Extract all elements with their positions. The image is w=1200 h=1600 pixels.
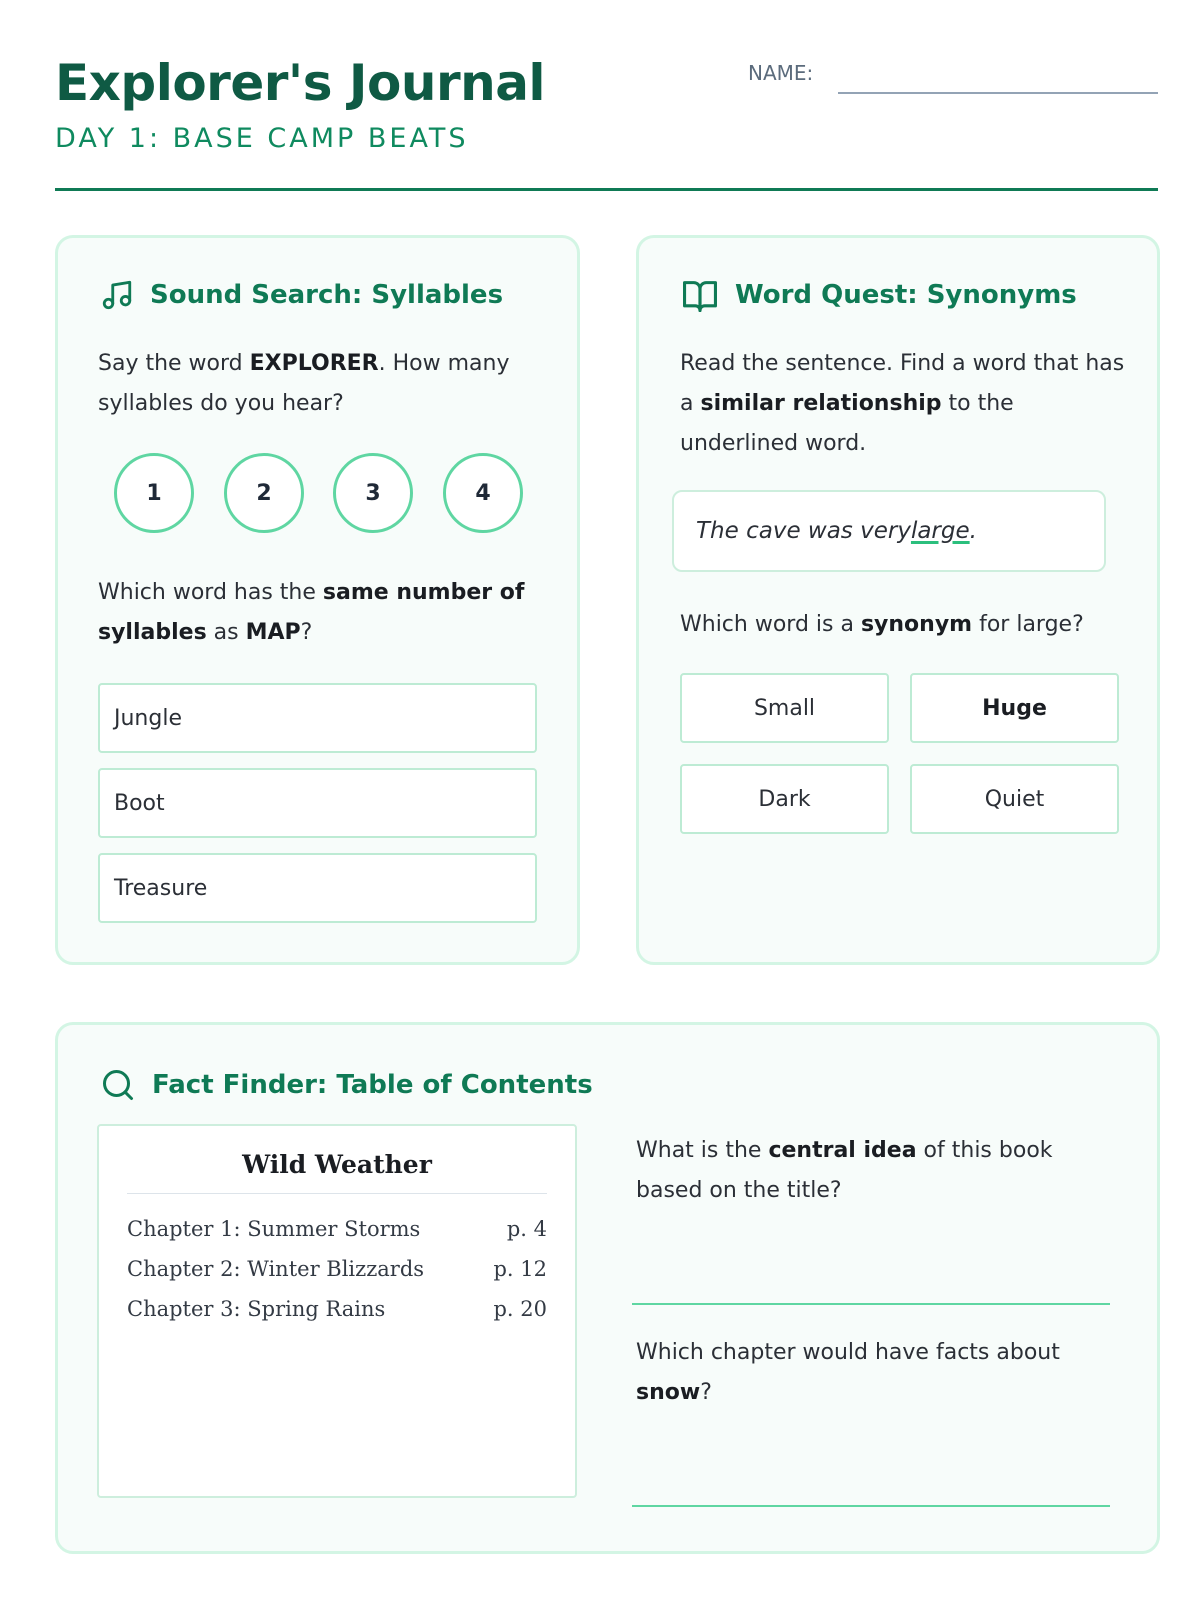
name-field-line[interactable] — [838, 92, 1158, 94]
fact-finder-title-text: Fact Finder: Table of Contents — [152, 1070, 593, 1100]
synonyms-title-text: Word Quest: Synonyms — [735, 280, 1077, 310]
synonyms-instructions: Read the sentence. Find a word that has a similar relationship to the underlined word. — [680, 351, 1125, 456]
chapter-page: p. 20 — [493, 1297, 547, 1321]
syllable-option-jungle[interactable]: Jungle — [98, 683, 537, 753]
page-subtitle: DAY 1: BASE CAMP BEATS — [55, 123, 469, 154]
synonym-option-small[interactable]: Small — [680, 673, 889, 743]
syllables-target-word: EXPLORER — [249, 351, 379, 376]
synonym-option-dark[interactable]: Dark — [680, 764, 889, 834]
toc-row — [127, 1217, 547, 1241]
syllables-question-1: Say the word EXPLORER. How many syllables do you hear? — [98, 351, 510, 416]
chapter-page: p. 12 — [493, 1257, 547, 1281]
syllable-option-treasure[interactable]: Treasure — [98, 853, 537, 923]
toc-row — [127, 1257, 547, 1281]
music-note-icon — [100, 278, 134, 312]
chapter-name: Chapter 3: Spring Rains — [127, 1297, 386, 1321]
snow-chapter-answer-line[interactable] — [632, 1505, 1110, 1507]
chapter-page: p. 4 — [506, 1217, 547, 1241]
synonym-option-huge[interactable]: Huge — [910, 673, 1119, 743]
magnifier-icon — [100, 1067, 136, 1103]
book-title: Wild Weather — [242, 1150, 432, 1179]
central-idea-question: What is the central idea of this book based on the title? — [636, 1138, 1053, 1203]
syllables-title-text: Sound Search: Syllables — [150, 280, 504, 310]
synonyms-question: Which word is a synonym for large? — [680, 612, 1084, 637]
open-book-icon — [681, 278, 719, 312]
page-title: Explorer's Journal — [55, 54, 546, 112]
snow-chapter-question: Which chapter would have facts about snow? — [636, 1340, 1060, 1405]
synonym-option-quiet[interactable]: Quiet — [910, 764, 1119, 834]
synonyms-card-title — [681, 278, 1077, 312]
toc-divider — [127, 1193, 547, 1194]
underlined-word: large — [910, 518, 970, 544]
central-idea-answer-line[interactable] — [632, 1303, 1110, 1305]
chapter-name: Chapter 2: Winter Blizzards — [127, 1257, 425, 1281]
worksheet-header — [55, 50, 1158, 191]
fact-finder-card-title — [100, 1067, 593, 1103]
syllables-question-2: Which word has the same number of syllables as MAP? — [98, 580, 525, 645]
syllable-count-2[interactable]: 2 — [224, 453, 304, 533]
syllables-card-title — [100, 278, 503, 312]
syllable-count-3[interactable]: 3 — [333, 453, 413, 533]
chapter-name: Chapter 1: Summer Storms — [127, 1217, 421, 1241]
name-label: NAME: — [748, 61, 814, 85]
syllable-count-4[interactable]: 4 — [443, 453, 523, 533]
example-sentence: The cave was very large . — [672, 490, 1106, 572]
table-of-contents — [97, 1124, 577, 1498]
toc-row — [127, 1297, 547, 1321]
syllable-count-1[interactable]: 1 — [114, 453, 194, 533]
syllable-option-boot[interactable]: Boot — [98, 768, 537, 838]
